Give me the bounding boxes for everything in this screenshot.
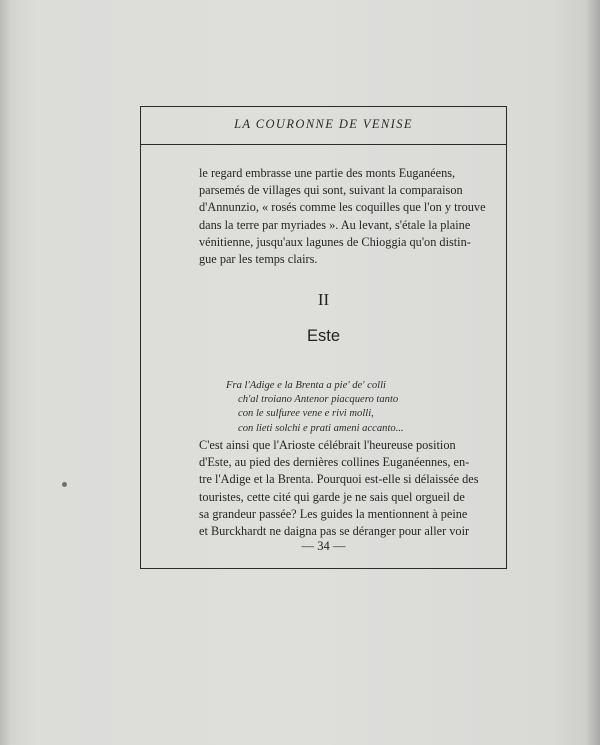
verse-line: con le sulfuree vene e rivi molli,	[238, 408, 374, 420]
paragraph-line: vénitienne, jusqu'aux lagunes de Chioggia qu'on distin-	[199, 234, 471, 249]
paragraph-1	[199, 165, 486, 268]
page-number: — 34 —	[301, 539, 346, 553]
running-head: LA COURONNE DE VENISE	[234, 117, 413, 131]
page-edge-shadow	[586, 0, 600, 745]
section-title: Este	[306, 327, 341, 345]
ink-speck	[62, 482, 67, 487]
paragraph-line: C'est ainsi que l'Arioste célébrait l'heureuse position	[199, 438, 456, 452]
paragraph-line: gue par les temps clairs.	[199, 252, 318, 267]
paragraph-line: et Burckhardt ne daigna pas se déranger pour aller voir	[199, 524, 470, 539]
paragraph-2	[199, 437, 479, 540]
paragraph-line: touristes, cette cité qui garde je ne sais quel orgueil de	[199, 489, 465, 504]
verse-quotation	[226, 379, 404, 436]
verse-line: con lieti solchi e prati ameni accanto...	[238, 422, 404, 434]
section-number: II	[317, 290, 330, 309]
paragraph-line: d'Este, au pied des dernières collines Euganéennes, en-	[199, 455, 470, 470]
spine-shadow	[0, 0, 10, 745]
paragraph-line: le regard embrasse une partie des monts Euganéens,	[199, 166, 456, 180]
text-frame	[140, 106, 507, 569]
paragraph-line: dans la terre par myriades ». Au levant, s'étale la plaine	[199, 217, 471, 232]
paragraph-line: tre l'Adige et la Brenta. Pourquoi est-elle si délaissée des	[199, 472, 479, 487]
paragraph-line: d'Annunzio, « rosés comme les coquilles que l'on y trouve	[199, 200, 486, 215]
paragraph-line: sa grandeur passée? Les guides la mentionnent à peine	[199, 506, 468, 521]
verse-line: Fra l'Adige e la Brenta a pie' de' colli	[226, 380, 386, 391]
verse-line: ch'al troiano Antenor piacquero tanto	[238, 394, 399, 406]
paragraph-line: parsemés de villages qui sont, suivant la comparaison	[199, 183, 463, 198]
header-rule	[141, 144, 506, 145]
